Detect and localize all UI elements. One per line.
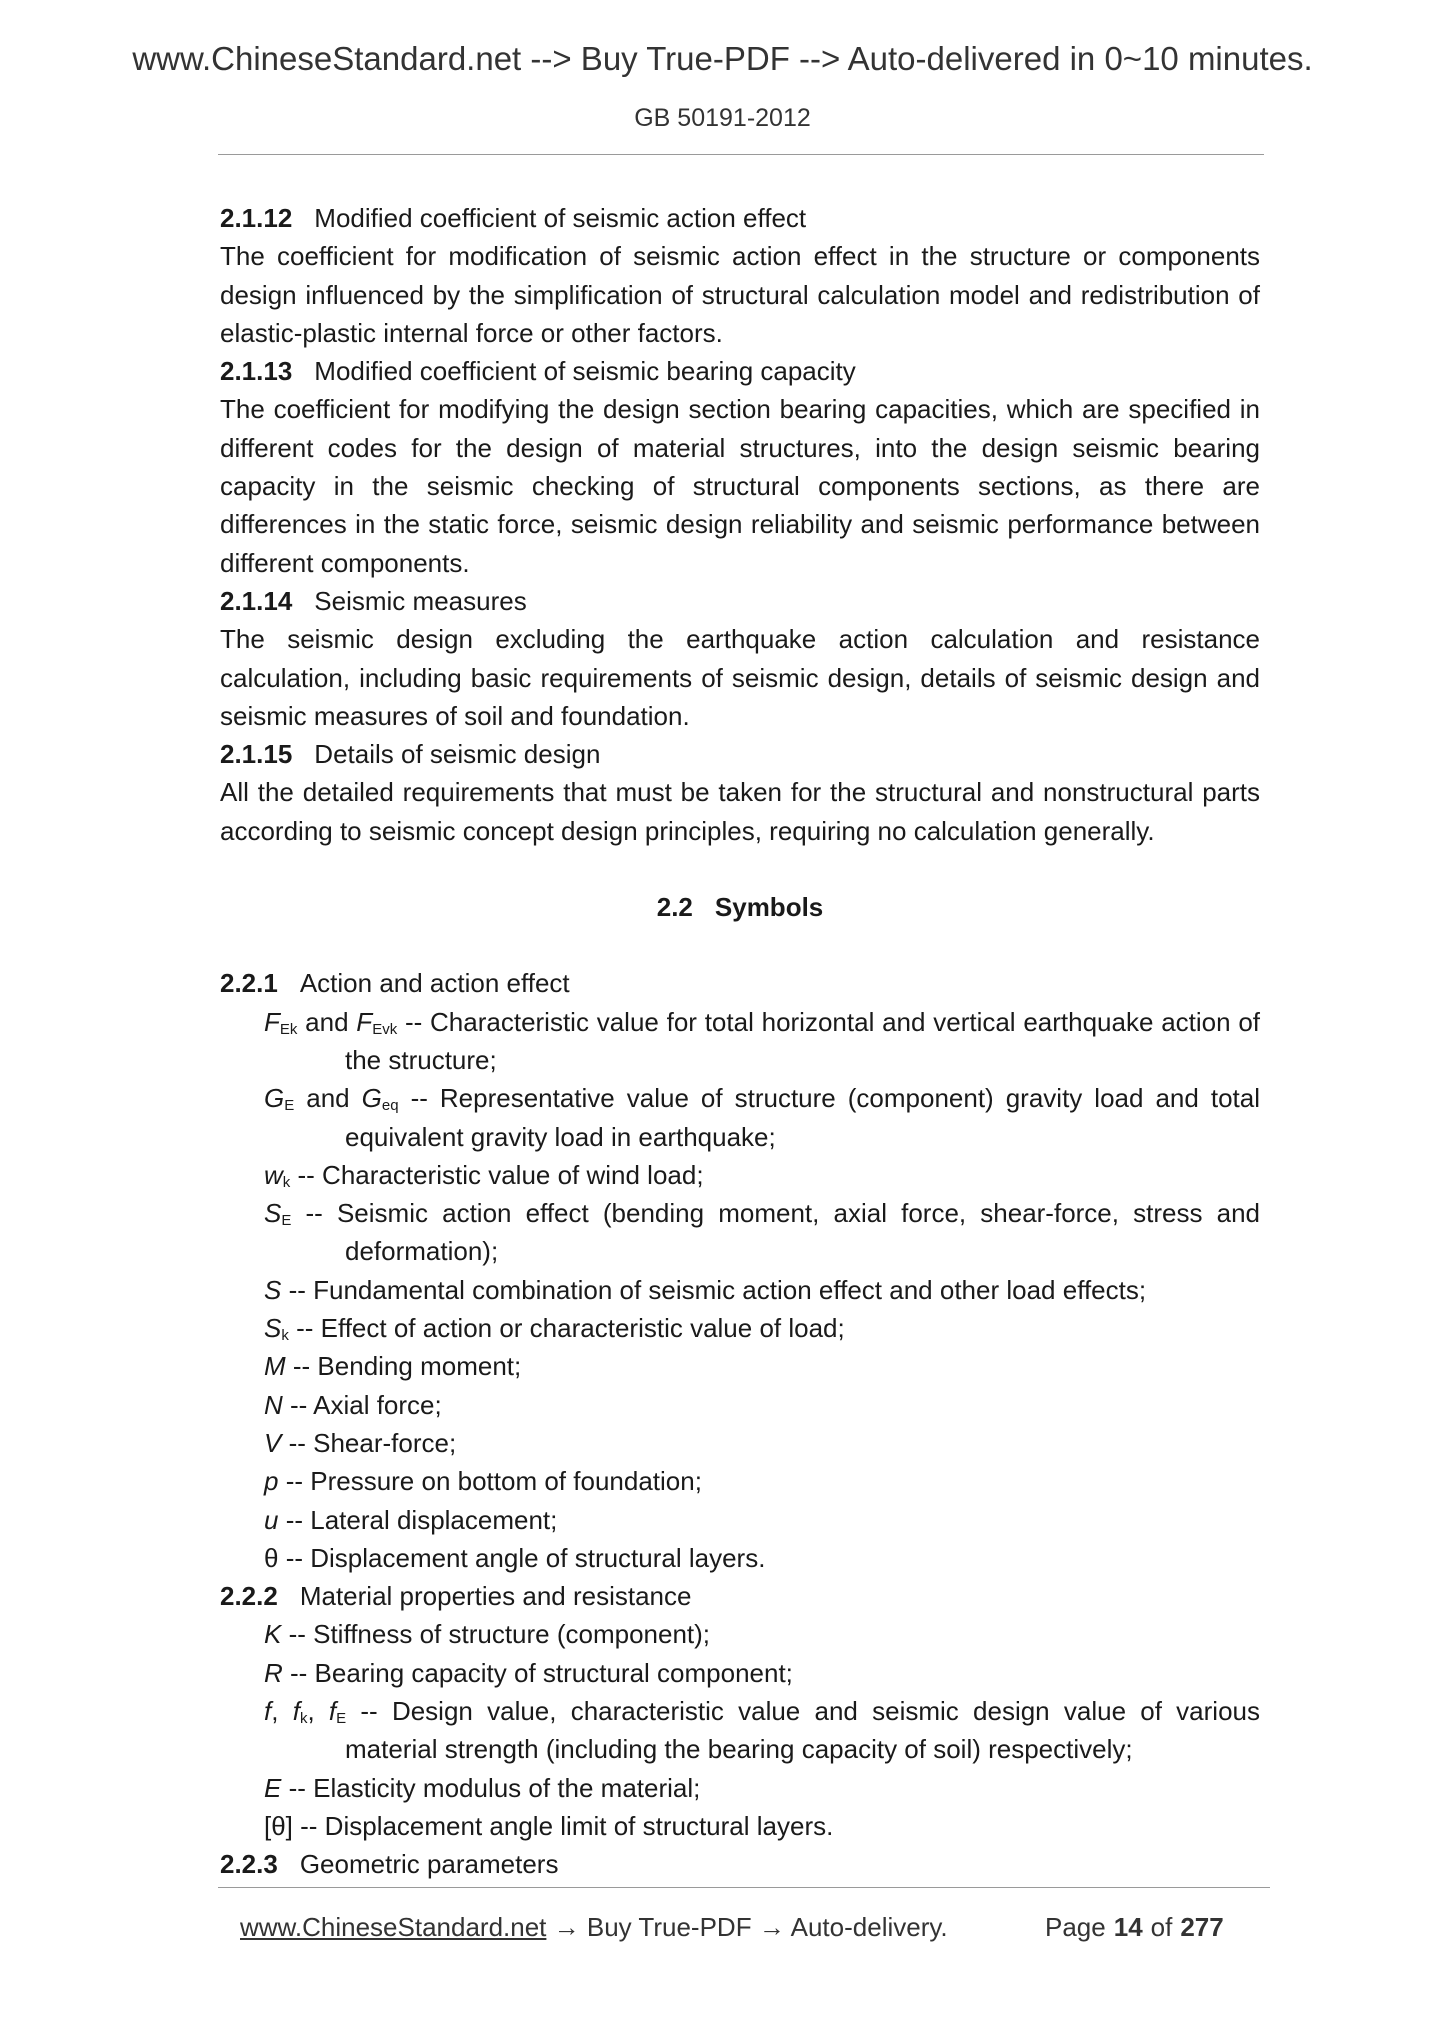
header-divider: [218, 154, 1264, 155]
symbol-description: -- Lateral displacement;: [278, 1504, 558, 1535]
page-content: [220, 199, 1260, 1883]
site-banner: www.ChineseStandard.net --> Buy True-PDF --> Auto-delivered in 0~10 minutes.: [132, 40, 1313, 77]
subsection-title: Material properties and resistance: [299, 1581, 692, 1612]
page-indicator: [1045, 1912, 1232, 1943]
symbol: M: [264, 1351, 286, 1382]
symbol-description: -- Axial force;: [282, 1389, 442, 1420]
symbol-item: [220, 1615, 1260, 1653]
symbol-subscript: E: [281, 1212, 292, 1230]
symbol-subscript: k: [299, 1709, 308, 1727]
clause-title: Seismic measures: [314, 585, 527, 616]
symbol-item: [220, 1807, 1260, 1845]
symbol-description: -- Displacement angle of structural layers.: [278, 1542, 766, 1573]
symbol-description: -- Pressure on bottom of foundation;: [278, 1466, 702, 1497]
symbol-description: -- Representative value of structure (component) gravity load and total equivalent gravity load in earthquake;: [345, 1083, 1260, 1152]
clause-body: The coefficient for modification of seismic action effect in the structure or components design influenced by the simplification of structural calculation model and redistribution of elastic-plastic internal force or other factors.: [220, 241, 1260, 348]
symbol-description: -- Characteristic value of wind load;: [290, 1159, 704, 1190]
arrow-icon: →: [758, 1912, 785, 1942]
total-pages: 277: [1180, 1912, 1224, 1942]
clause-2-1-12: [220, 199, 1260, 352]
symbol: V: [264, 1427, 282, 1458]
symbol: [θ]: [264, 1810, 293, 1841]
symbol: u: [264, 1504, 279, 1535]
symbol: G: [264, 1083, 285, 1114]
arrow-icon: →: [553, 1912, 580, 1942]
subsection-2-2-2: [220, 1577, 1260, 1615]
footer-divider: [218, 1887, 1270, 1888]
symbol-item: [220, 1692, 1260, 1769]
clause-2-1-15: [220, 735, 1260, 850]
symbol-description: -- Design value, characteristic value and seismic design value of various material strength (including the bearing capacity of soil) respectively;: [345, 1695, 1260, 1765]
subsection-number: 2.2.3: [220, 1849, 278, 1880]
symbol-item: [220, 1347, 1260, 1385]
symbol: w: [264, 1159, 283, 1190]
symbol-item: [220, 1539, 1260, 1577]
symbol: θ: [264, 1542, 279, 1573]
standard-number: GB 50191-2012: [634, 104, 811, 132]
clause-body: The coefficient for modifying the design section bearing capacities, which are specified in different codes for the design of material structures, into the design seismic bearing capacity in the seismic checking of structural components sections, as there are differences in the static force, seismic design reliability and seismic performance between different components.: [220, 394, 1260, 578]
symbol-description: -- Seismic action effect (bending moment, axial force, shear-force, stress and deformation);: [291, 1198, 1260, 1267]
symbol-subscript: E: [284, 1097, 295, 1115]
page-footer: [240, 1912, 1224, 1943]
symbol-separator: ,: [271, 1695, 293, 1726]
symbol-item: [220, 1271, 1260, 1309]
clause-title: Modified coefficient of seismic bearing capacity: [314, 356, 856, 387]
symbol-item: [220, 1386, 1260, 1424]
symbol-item: [220, 1769, 1260, 1807]
clause-number: 2.1.12: [220, 203, 293, 233]
clause-body: All the detailed requirements that must be taken for the structural and nonstructural parts according to seismic concept design principles, requiring no calculation generally.: [220, 777, 1260, 846]
symbol-subscript: Ek: [279, 1020, 298, 1038]
subsection-2-2-3: [220, 1845, 1260, 1883]
symbol: S: [264, 1274, 282, 1305]
symbol-item: [220, 1194, 1260, 1271]
clause-title: Modified coefficient of seismic action effect: [314, 203, 807, 233]
symbol-subscript: E: [336, 1709, 347, 1727]
symbol-description: -- Displacement angle limit of structural layers.: [292, 1810, 834, 1841]
delivery-text: Auto-delivery.: [790, 1912, 948, 1942]
clause-title: Details of seismic design: [314, 739, 601, 770]
symbol-subscript: k: [282, 1173, 291, 1191]
symbol-separator: ,: [307, 1695, 329, 1726]
symbol-description: -- Shear-force;: [281, 1427, 457, 1458]
symbol-description: -- Bending moment;: [285, 1351, 522, 1382]
page-label: Page: [1045, 1912, 1106, 1942]
subsection-title: Geometric parameters: [299, 1849, 559, 1880]
clause-2-1-14: [220, 582, 1260, 735]
symbol: E: [264, 1772, 282, 1803]
subsection-2-2-1: [220, 964, 1260, 1002]
symbol: f: [328, 1695, 337, 1726]
clause-number: 2.1.13: [220, 356, 293, 387]
symbol-description: -- Effect of action or characteristic value of load;: [288, 1313, 845, 1344]
clause-body: The seismic design excluding the earthquake action calculation and resistance calculation, including basic requirements of seismic design, details of seismic design and seismic measures of soil and foundation.: [220, 624, 1260, 731]
symbol-description: -- Elasticity modulus of the material;: [281, 1772, 701, 1803]
symbol: N: [264, 1389, 283, 1420]
symbol: f: [292, 1695, 300, 1726]
symbol: S: [264, 1198, 282, 1229]
symbol-subscript: Evk: [372, 1020, 398, 1038]
section-number: 2.2: [656, 892, 693, 923]
symbol-description: -- Fundamental combination of seismic action effect and other load effects;: [281, 1274, 1147, 1305]
symbol-item: [220, 1156, 1260, 1194]
symbol-description: -- Bearing capacity of structural component;: [282, 1657, 793, 1688]
symbol-subscript: k: [281, 1327, 289, 1345]
symbol: F: [356, 1006, 373, 1037]
subsection-title: Action and action effect: [299, 968, 570, 999]
symbol: S: [264, 1313, 282, 1344]
symbol-description: -- Characteristic value for total horizontal and vertical earthquake action of the structure;: [345, 1006, 1261, 1075]
clause-2-1-13: [220, 352, 1260, 582]
symbol-item: [220, 1501, 1260, 1539]
symbol-subscript: eq: [381, 1097, 399, 1115]
symbol: f: [264, 1695, 272, 1726]
clause-number: 2.1.15: [220, 739, 293, 770]
symbol-item: [220, 1424, 1260, 1462]
symbol-item: [220, 1309, 1260, 1347]
site-link[interactable]: www.ChineseStandard.net: [240, 1912, 547, 1942]
symbol: F: [264, 1006, 280, 1037]
clause-number: 2.1.14: [220, 585, 293, 616]
symbol-item: [220, 1003, 1260, 1080]
symbol-joiner: and: [294, 1083, 362, 1114]
buy-text: Buy True-PDF: [586, 1912, 752, 1942]
symbol-joiner: and: [297, 1006, 357, 1037]
symbol: R: [264, 1657, 283, 1688]
section-heading: [220, 888, 1260, 926]
symbol: K: [264, 1619, 282, 1650]
subsection-number: 2.2.2: [220, 1581, 278, 1612]
symbol-item: [220, 1079, 1260, 1156]
section-title: Symbols: [714, 892, 824, 923]
subsection-number: 2.2.1: [220, 968, 278, 999]
page-number: 14: [1113, 1912, 1143, 1942]
symbol-description: -- Stiffness of structure (component);: [281, 1619, 711, 1650]
symbol-item: [220, 1462, 1260, 1500]
symbol: p: [264, 1466, 279, 1497]
symbol: G: [361, 1083, 382, 1114]
symbol-item: [220, 1654, 1260, 1692]
of-label: of: [1150, 1912, 1173, 1942]
